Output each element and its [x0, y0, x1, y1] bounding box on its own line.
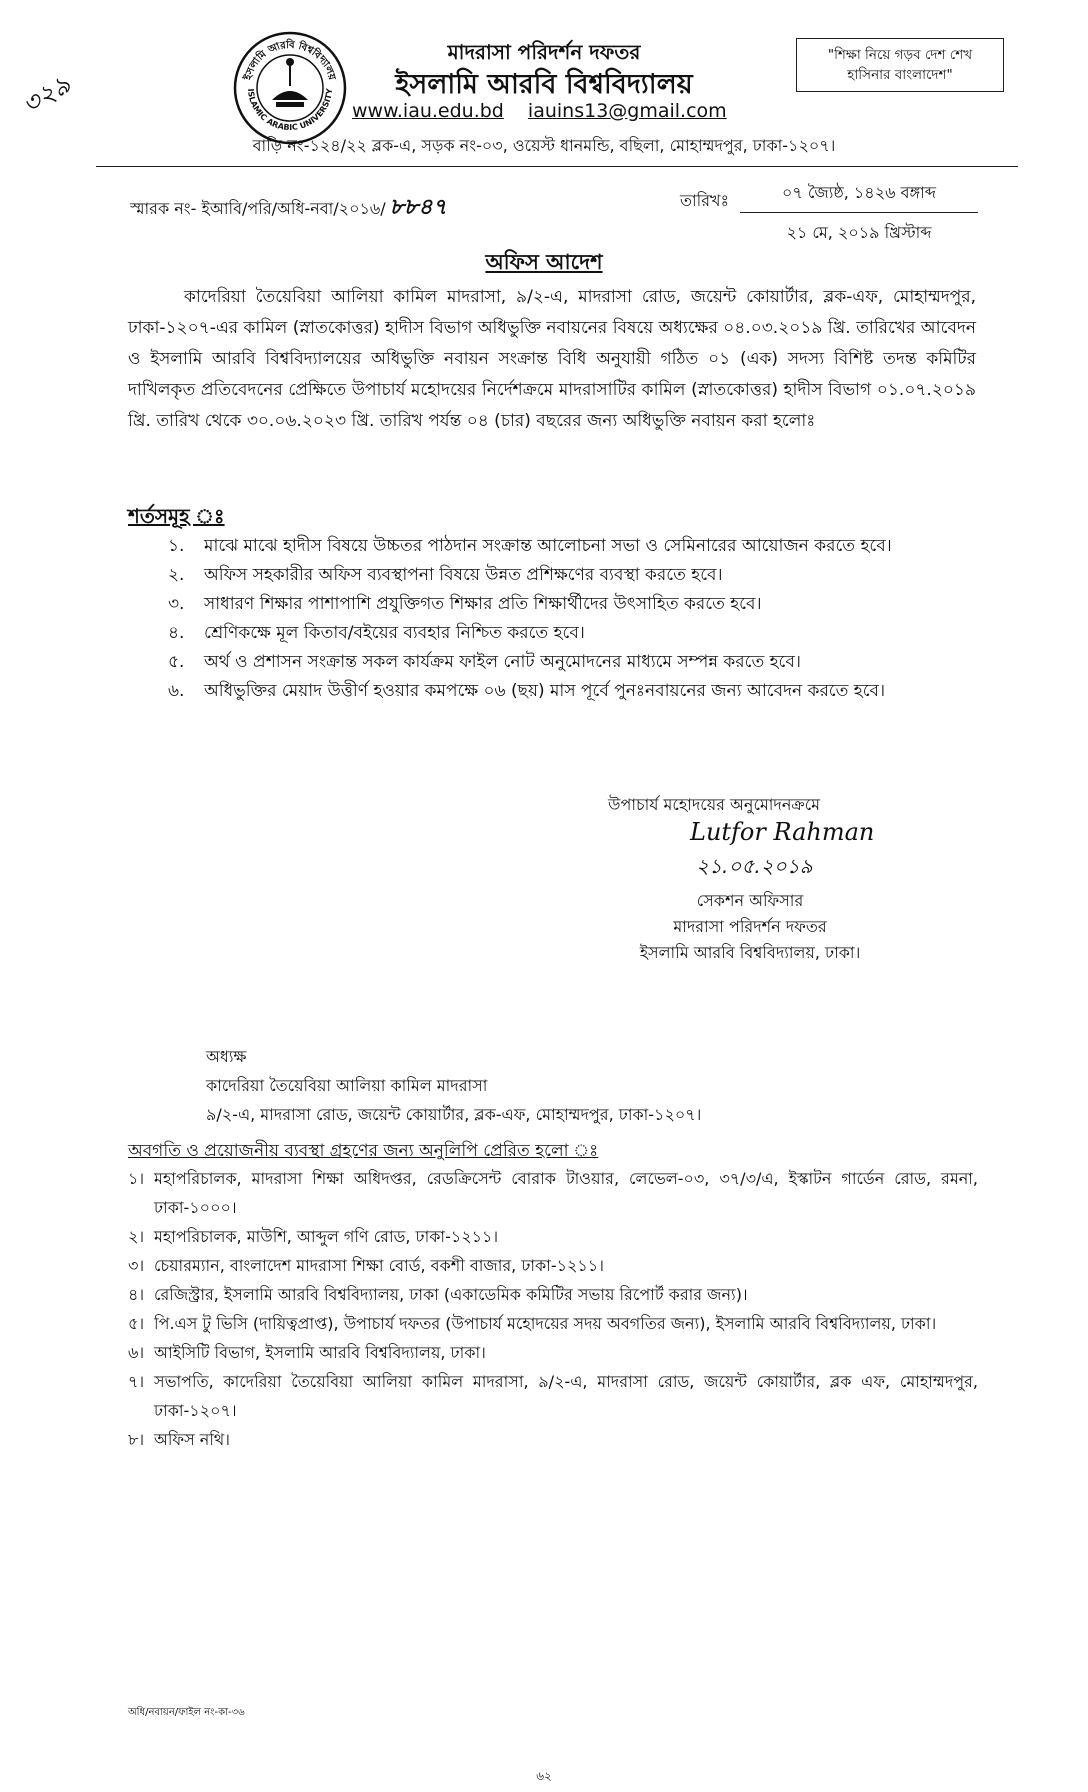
conditions-list [168, 532, 988, 706]
condition-item: ৬. অধিভুক্তির মেয়াদ উত্তীর্ণ হওয়ার কমপক্ষে ০৬ (ছয়) মাস পূর্বে পুনঃনবায়নের জন্য আবেদন করতে হবে। [168, 681, 886, 701]
memo-number-handwritten: ৮৮৪৭ [389, 195, 447, 220]
copy-item: ৪। রেজিস্ট্রার, ইসলামি আরবি বিশ্ববিদ্যালয়, ঢাকা (একাডেমিক কমিটির সভায় রিপোর্ট করার জন্য)। [128, 1285, 748, 1304]
copy-item: ৩। চেয়ারম্যান, বাংলাদেশ মাদরাসা শিক্ষা বোর্ড, বকশী বাজার, ঢাকা-১২১১। [128, 1256, 604, 1275]
copies-heading: অবগতি ও প্রয়োজনীয় ব্যবস্থা গ্রহণের জন্য অনুলিপি প্রেরিত হলো ঃ [128, 1141, 599, 1161]
signer-title: সেকশন অফিসার [696, 891, 804, 910]
handwritten-signature: Lutfor Rahman [690, 818, 875, 846]
svg-text:ISLAMIC ARABIC UNIVERSITY: ISLAMIC ARABIC UNIVERSITY [245, 88, 335, 133]
website-link[interactable]: www.iau.edu.bd [352, 100, 504, 122]
signature-date: ২১.০৫.২০১৯ [696, 854, 813, 878]
memo-number [130, 190, 447, 227]
slogan-box: "শিক্ষা নিয়ে গড়ব দেশ শেখ হাসিনার বাংলাদেশ" [796, 38, 1004, 92]
conditions-heading: শর্তসমূহ ঃ [128, 504, 225, 528]
order-body-text: কাদেরিয়া তৈয়েবিয়া আলিয়া কামিল মাদরাসা, ৯/২-এ, মাদরাসা রোড, জয়েন্ট কোয়ার্টার, ব্লক-এফ, মোহাম্মদপুর, ঢাকা-১২০৭-এর কামিল (স্নাতকোত্তর) হাদীস বিভাগ অধিভুক্তি নবায়নের বিষয়ে অধ্যক্ষের ০৪.০৩.২০১৯ খ্রি. তারিখের আবেদন ও ইসলামি আরবি বিশ্ববিদ্যালয়ের অধিভুক্তি নবায়ন সংক্রান্ত বিধি অনুযায়ী গঠিত ০১ (এক) সদস্য বিশিষ্ট তদন্ত কমিটির দাখিলকৃত প্রতিবেদনের প্রেক্ষিতে উপাচার্য মহোদয়ের নির্দেশক্রমে মাদরাসাটির কামিল (স্নাতকোত্তর) হাদীস বিভাগ ০১.০৭.২০১৯ খ্রি. তারিখ থেকে ৩০.০৬.২০২৩ খ্রি. তারিখ পর্যন্ত ০৪ (চার) বছরের জন্য অধিভুক্তি নবায়ন করা হলোঃ [128, 287, 976, 431]
file-reference: অধি/নবায়ন/ফাইল নং-কা-৩৬ [128, 1707, 245, 1718]
header-divider [96, 166, 1018, 167]
condition-item: ৩. সাধারণ শিক্ষার পাশাপাশি প্রযুক্তিগত শিক্ষার প্রতি শিক্ষার্থীদের উৎসাহিত করতে হবে। [168, 594, 762, 614]
office-name: মাদরাসা পরিদর্শন দফতর [447, 40, 641, 64]
copy-item: ৬। আইসিটি বিভাগ, ইসলামি আরবি বিশ্ববিদ্যালয়, ঢাকা। [128, 1343, 486, 1362]
signer-org: ইসলামি আরবি বিশ্ববিদ্যালয়, ঢাকা। [639, 943, 861, 962]
condition-item: ১. মাঝে মাঝে হাদীস বিষয়ে উচ্চতর পাঠদান সংক্রান্ত আলোচনা সভা ও সেমিনারের আয়োজন করতে হবে। [168, 536, 892, 556]
memo-number-printed: স্মারক নং- ইআবি/পরি/অধি-নবা/২০১৬/ [130, 199, 386, 218]
copy-item: ৫। পি.এস টু ভিসি (দায়িত্বপ্রাপ্ত), উপাচার্য দফতর (উপাচার্য মহোদয়ের সদয় অবগতির জন্য), ইসলামি আরবি বিশ্ববিদ্যালয়, ঢাকা। [128, 1314, 937, 1333]
condition-item: ২. অফিস সহকারীর অফিস ব্যবস্থাপনা বিষয়ে উন্নত প্রশিক্ষণের ব্যবস্থা করতে হবে। [168, 565, 723, 585]
copies-list [128, 1164, 978, 1454]
condition-item: ৫. অর্থ ও প্রশাসন সংক্রান্ত সকল কার্যক্রম ফাইল নোট অনুমোদনের মাধ্যমে সম্পন্ন করতে হবে। [168, 652, 801, 672]
date-block [740, 178, 978, 247]
recipient-block [206, 1042, 701, 1129]
document-title: অফিস আদেশ [485, 250, 603, 274]
office-address: বাড়ি নং-১২৪/২২ ব্লক-এ, সড়ক নং-০৩, ওয়েস্ট ধানমন্ডি, বছিলা, মোহাম্মদপুর, ঢাকা-১২০৭। [252, 136, 836, 155]
copy-item: ২। মহাপরিচালক, মাউশি, আব্দুল গণি রোড, ঢাকা-১২১১। [128, 1227, 499, 1246]
order-body [128, 282, 976, 437]
university-name: ইসলামি আরবি বিশ্ববিদ্যালয় [395, 69, 693, 100]
page-number: ৬২ [536, 1769, 552, 1783]
date-gregorian: ২১ মে, ২০১৯ খ্রিস্টাব্দ [786, 223, 932, 242]
signer-block [600, 888, 900, 966]
signer-office: মাদরাসা পরিদর্শন দফতর [673, 917, 827, 936]
contact-line [352, 100, 745, 122]
copy-item: ৮। অফিস নথি। [128, 1430, 230, 1449]
recipient-title: অধ্যক্ষ [206, 1047, 247, 1066]
recipient-name: কাদেরিয়া তৈয়েবিয়া আলিয়া কামিল মাদরাসা [206, 1076, 488, 1095]
email-link[interactable]: iauins13@gmail.com [527, 100, 727, 122]
approval-line: উপাচার্য মহোদয়ের অনুমোদনক্রমে [608, 795, 821, 814]
copy-item: ১। মহাপরিচালক, মাদরাসা শিক্ষা অধিদপ্তর, রেডক্রিসেন্ট বোরাক টাওয়ার, লেভেল-০৩, ৩৭/৩/এ, ইস্কাটন গার্ডেন রোড, রমনা, ঢাকা-১০০০। [128, 1169, 978, 1217]
date-bangla: ০৭ জ্যৈষ্ঠ, ১৪২৬ বঙ্গাব্দ [740, 178, 978, 213]
copy-item: ৭। সভাপতি, কাদেরিয়া তৈয়েবিয়া আলিয়া কামিল মাদরাসা, ৯/২-এ, মাদরাসা রোড, জয়েন্ট কোয়ার্টার, ব্লক এফ, মোহাম্মদপুর, ঢাকা-১২০৭। [128, 1372, 978, 1420]
handwritten-mark: ৩২৯ [17, 69, 77, 121]
svg-text:ইসলামি আরবি বিশ্ববিদ্যালয়: ইসলামি আরবি বিশ্ববিদ্যালয় [242, 39, 338, 82]
condition-item: ৪. শ্রেণিকক্ষে মূল কিতাব/বইয়ের ব্যবহার নিশ্চিত করতে হবে। [168, 623, 585, 643]
recipient-address: ৯/২-এ, মাদরাসা রোড, জয়েন্ট কোয়ার্টার, ব্লক-এফ, মোহাম্মদপুর, ঢাকা-১২০৭। [206, 1105, 702, 1124]
date-label: তারিখঃ [680, 191, 730, 210]
